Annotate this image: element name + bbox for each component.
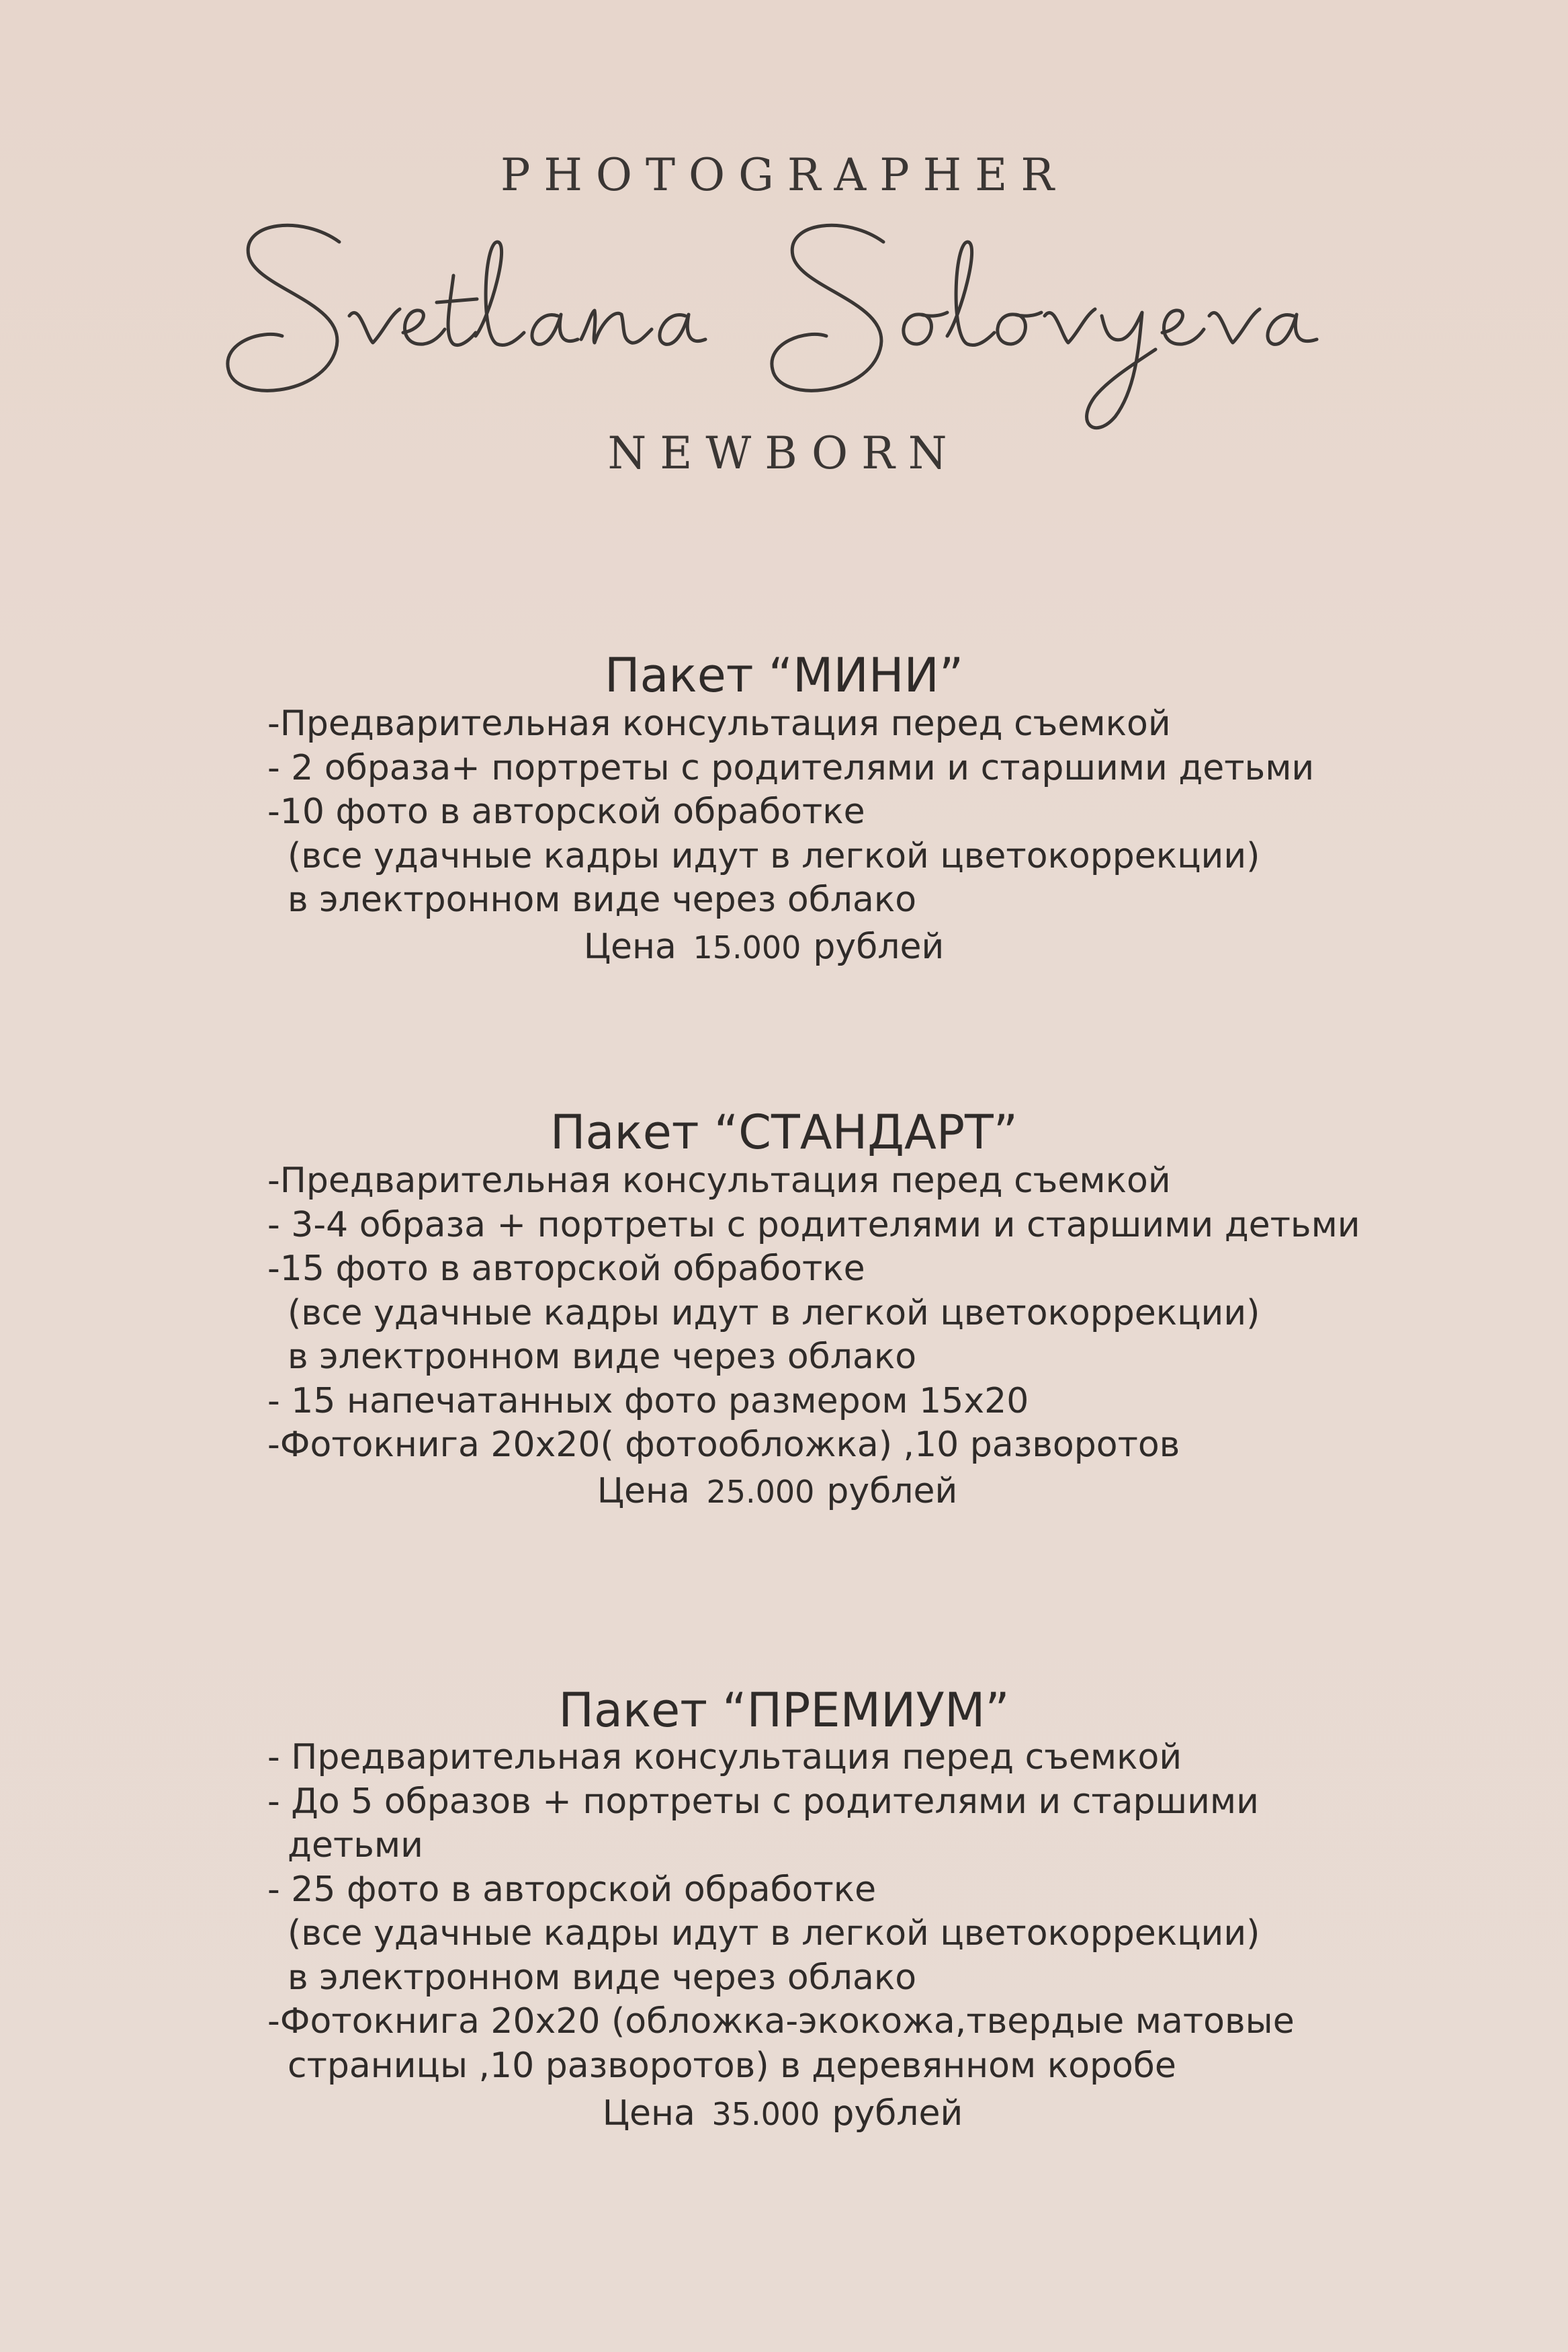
price-currency: рублей — [813, 927, 945, 967]
price-label: Цена — [583, 927, 677, 967]
feature-line: -Предварительная консультация перед съемкой — [267, 1161, 1171, 1201]
feature-line: (все удачные кадры идут в легкой цветокоррекции) — [288, 1292, 1260, 1333]
feature-line: детьми — [288, 1825, 423, 1865]
feature-line: - До 5 образов + портреты с родителями и старшими — [267, 1781, 1259, 1822]
price-amount: 35.000 — [711, 2096, 820, 2132]
feature-line: (все удачные кадры идут в легкой цветокоррекции) — [288, 1913, 1260, 1954]
feature-line: в электронном виде через облако — [288, 1957, 917, 1998]
feature-line: в электронном виде через облако — [288, 1337, 917, 1377]
price-currency: рублей — [832, 2093, 963, 2134]
feature-line: -Фотокнига 20x20 (обложка-экокожа,твердые матовые — [267, 2001, 1295, 2042]
package-title: Пакет “МИНИ” — [604, 648, 964, 703]
feature-line: -15 фото в авторской обработке — [267, 1249, 865, 1289]
price-label: Цена — [602, 2093, 695, 2134]
package-features — [267, 702, 1409, 923]
feature-line: - 2 образа+ портреты с родителями и старшими детьми — [267, 747, 1315, 788]
feature-line: (все удачные кадры идут в легкой цветокоррекции) — [288, 835, 1260, 876]
package-title: Пакет “ПРЕМИУМ” — [558, 1683, 1010, 1738]
logo-script-signature — [222, 202, 1330, 444]
price-amount: 25.000 — [706, 1474, 815, 1510]
package-price — [0, 1470, 1561, 1513]
logo-top-word: PHOTOGRAPHER — [500, 149, 1068, 201]
feature-line: - Предварительная консультация перед съемкой — [267, 1737, 1182, 1777]
feature-line: -10 фото в авторской обработке — [267, 792, 865, 832]
feature-line: - 3-4 образа + портреты с родителями и старшими детьми — [267, 1204, 1360, 1245]
feature-line: -Предварительная консультация перед съемкой — [267, 704, 1171, 744]
package-price — [0, 2092, 1567, 2136]
logo-bottom-word: NEWBORN — [607, 427, 961, 479]
package-features — [267, 1736, 1409, 2088]
price-label: Цена — [597, 1471, 690, 1511]
feature-line: -Фотокнига 20x20( фотообложка) ,10 разворотов — [267, 1425, 1180, 1465]
price-currency: рублей — [826, 1471, 958, 1511]
price-amount: 15.000 — [693, 929, 801, 966]
feature-line: страницы ,10 разворотов) в деревянном коробе — [288, 2045, 1176, 2086]
package-title: Пакет “СТАНДАРТ” — [550, 1105, 1018, 1160]
feature-line: в электронном виде через облако — [288, 880, 917, 920]
feature-line: - 25 фото в авторской обработке — [267, 1869, 877, 1910]
package-features — [267, 1159, 1409, 1468]
package-price — [0, 925, 1548, 969]
photographer-logo — [0, 0, 1568, 511]
feature-line: - 15 напечатанных фото размером 15x20 — [267, 1380, 1029, 1421]
